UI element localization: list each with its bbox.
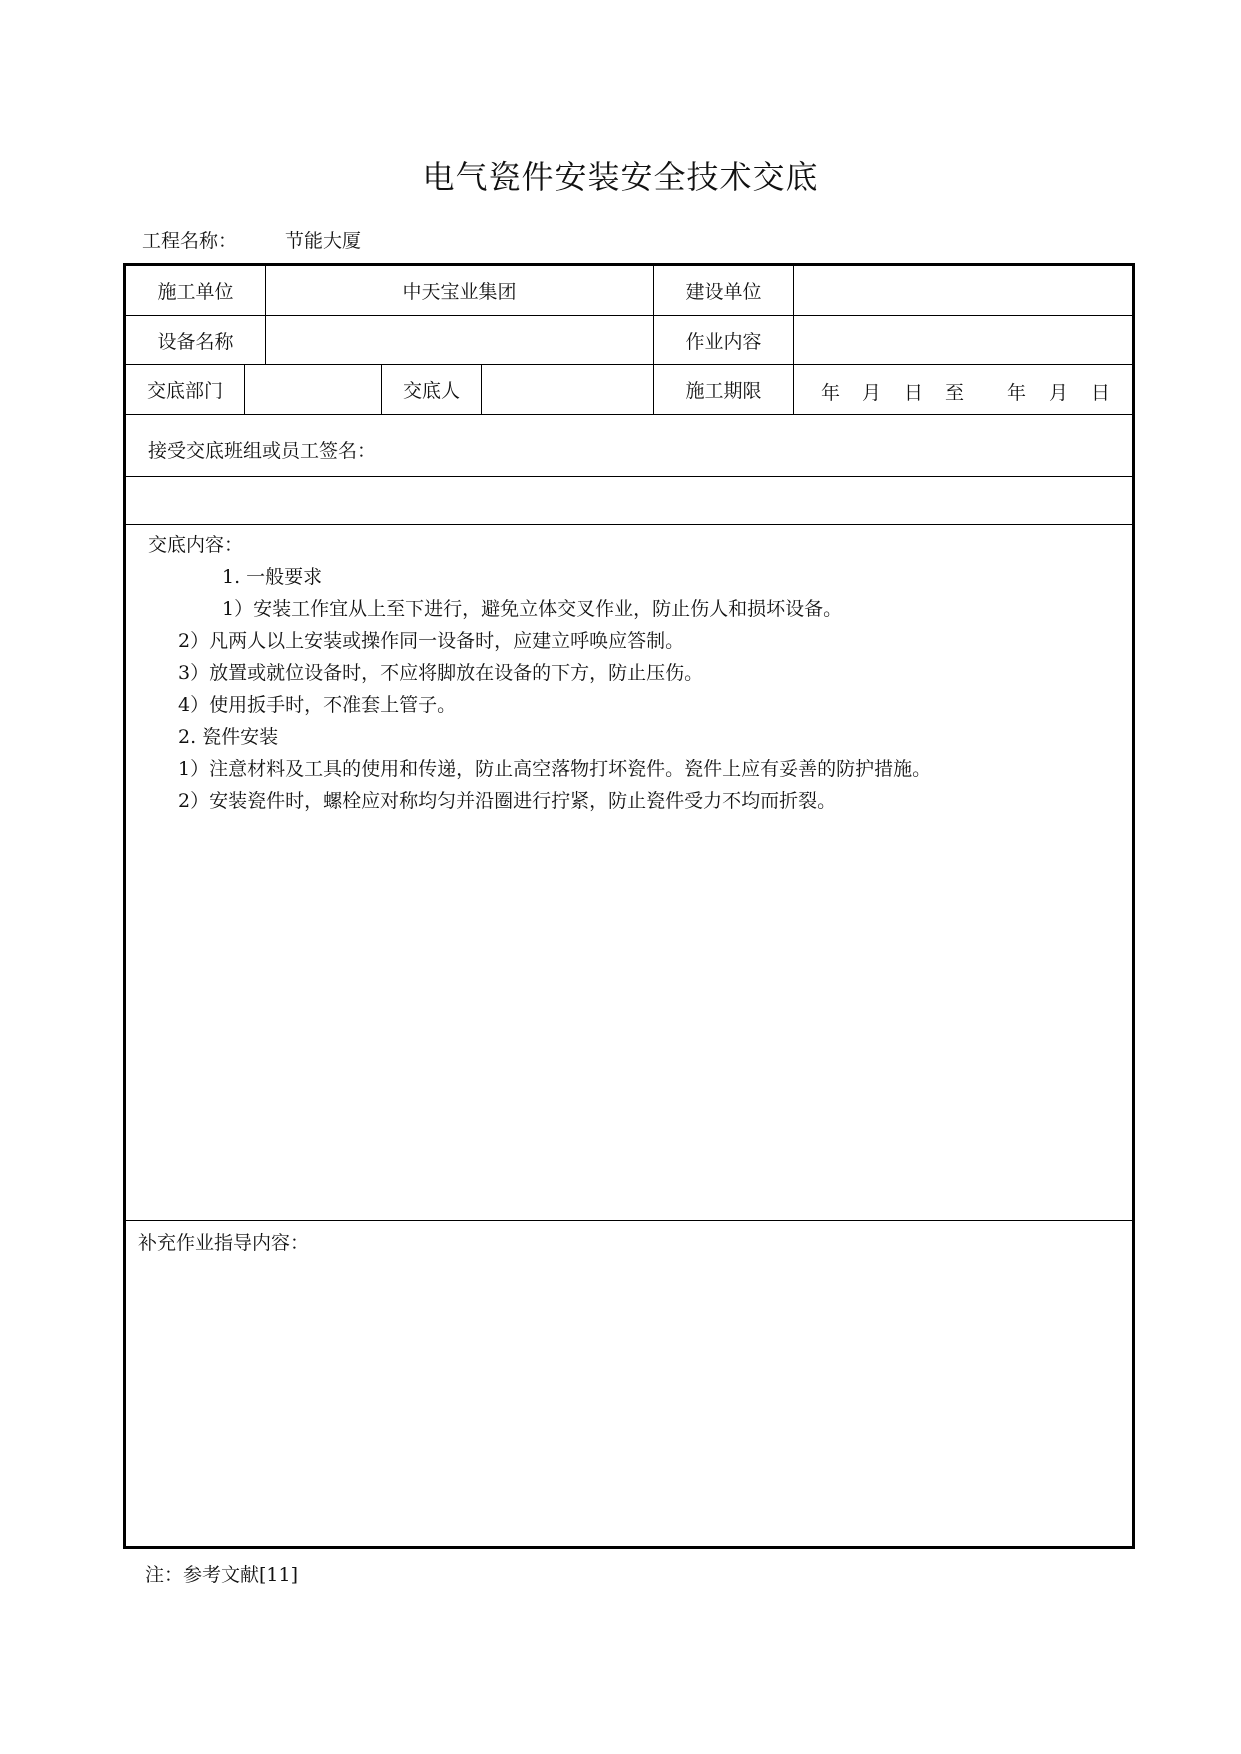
construction-unit-label: 施工单位 (157, 281, 234, 303)
date-to: 至 (945, 382, 965, 404)
supplement-label: 补充作业指导内容： (138, 1232, 310, 1254)
content-line: 2）安装瓷件时，螺栓应对称均匀并沿圈进行拧紧，防止瓷件受力不均而折裂。 (178, 790, 837, 812)
work-content-label: 作业内容 (685, 330, 762, 353)
date-year-end: 年 (1007, 382, 1027, 404)
date-day-end: 日 (1091, 382, 1111, 404)
content-line: 2. 瓷件安装 (178, 726, 279, 748)
equipment-name-label: 设备名称 (157, 330, 234, 353)
construction-unit-value: 中天宝业集团 (402, 281, 517, 303)
date-month-end: 月 (1049, 382, 1069, 404)
row-divider (126, 524, 1132, 525)
signature-label: 接受交底班组或员工签名： (148, 440, 377, 462)
work-content-value (794, 316, 1132, 364)
row-divider (126, 476, 1132, 477)
row-divider (126, 414, 1132, 415)
reference-note: 注：参考文献[11] (145, 1564, 299, 1586)
owner-unit-value (794, 266, 1132, 315)
discloser-label: 交底人 (402, 380, 460, 402)
date-month-start: 月 (862, 382, 882, 404)
content-label: 交底内容： (148, 534, 244, 556)
disclosure-department-value (245, 365, 381, 414)
document-title: 电气瓷件安装安全技术交底 (422, 158, 819, 196)
content-line: 1）安装工作宜从上至下进行，避免立体交叉作业，防止伤人和损坏设备。 (222, 598, 843, 620)
date-year-start: 年 (821, 382, 841, 404)
row-divider (126, 1220, 1132, 1221)
project-name-row (142, 226, 361, 253)
content-line: 4）使用扳手时，不准套上管子。 (178, 694, 457, 716)
project-name-label: 工程名称： (142, 230, 238, 252)
equipment-name-value (266, 316, 653, 364)
construction-period-label: 施工期限 (685, 380, 762, 402)
content-line: 1. 一般要求 (222, 566, 323, 588)
owner-unit-label: 建设单位 (685, 281, 762, 303)
content-line: 2）凡两人以上安装或操作同一设备时，应建立呼唤应答制。 (178, 630, 685, 652)
content-line: 3）放置或就位设备时，不应将脚放在设备的下方，防止压伤。 (178, 662, 704, 684)
disclosure-form-table (123, 263, 1135, 1549)
date-day-start: 日 (904, 382, 924, 404)
discloser-value (482, 365, 653, 414)
content-line: 1）注意材料及工具的使用和传递，防止高空落物打坏瓷件。瓷件上应有妥善的防护措施。 (178, 758, 932, 780)
disclosure-department-label: 交底部门 (146, 380, 223, 402)
project-name-value: 节能大厦 (285, 230, 362, 252)
